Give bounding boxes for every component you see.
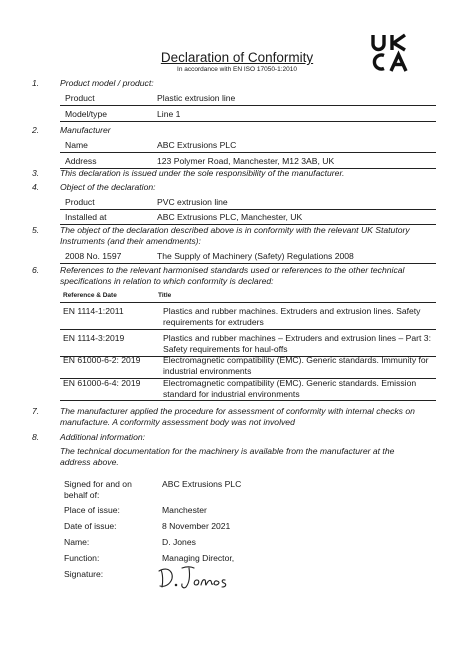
handwritten-signature	[155, 560, 235, 592]
row-divider	[60, 329, 436, 330]
installed-at-label: Installed at	[65, 212, 107, 222]
signed-on-behalf-value: ABC Extrusions PLC	[162, 479, 242, 489]
section-4-heading: Object of the declaration:	[60, 182, 156, 192]
ukca-mark-icon	[370, 33, 410, 73]
row-divider	[60, 152, 436, 153]
standard-reference: EN 1114-3:2019	[63, 333, 125, 343]
standard-reference: EN 61000-6-2: 2019	[63, 355, 141, 365]
page-title: Declaration of Conformity	[160, 50, 314, 65]
signatory-name-value: D. Jones	[162, 537, 196, 547]
model-label: Model/type	[65, 109, 108, 119]
date-of-issue-label: Date of issue:	[64, 521, 117, 531]
column-header-title: Title	[158, 292, 172, 299]
object-product-label: Product	[65, 197, 95, 207]
standard-title: Electromagnetic compatibility (EMC). Generic standards. Emission standard for industrial environments	[163, 378, 417, 399]
installed-at-value: ABC Extrusions PLC, Manchester, UK	[157, 212, 303, 222]
row-divider	[60, 209, 436, 210]
statutory-instrument-title: The Supply of Machinery (Safety) Regulations 2008	[157, 251, 354, 261]
section-3-number: 3.	[32, 168, 40, 178]
section-4-number: 4.	[32, 182, 40, 192]
section-1-number: 1.	[32, 78, 40, 88]
ukca-mark-logo	[370, 33, 410, 73]
section-7-number: 7.	[32, 406, 40, 416]
standard-title: Plastics and rubber machines – Extruders and extrusion lines – Part 3: Safety requirements for haul-offs	[163, 333, 431, 354]
section-2-heading: Manufacturer	[60, 125, 111, 135]
standard-title: Electromagnetic compatibility (EMC). Generic standards. Immunity for industrial environments	[163, 355, 429, 376]
standard-reference: EN 1114-1:2011	[63, 306, 124, 316]
standard-reference: EN 61000-6-4: 2019	[63, 378, 141, 388]
section-8-note: The technical documentation for the machinery is available from the manufacturer at the address above.	[60, 446, 395, 467]
section-8-heading: Additional information:	[60, 432, 146, 442]
product-value: Plastic extrusion line	[157, 93, 236, 103]
row-divider	[60, 105, 436, 106]
column-header-reference: Reference & Date	[63, 292, 117, 299]
section-7-text: The manufacturer applied the procedure for assessment of conformity with internal checks on manufacture. A conformity assessment body was not involved	[60, 406, 415, 427]
section-6-text: References to the relevant harmonised standards used or references to the other technical specifications in relation to which conformity is declared:	[60, 265, 405, 286]
place-of-issue-value: Manchester	[162, 505, 207, 515]
signatory-name-label: Name:	[64, 537, 90, 547]
date-of-issue-value: 8 November 2021	[162, 521, 231, 531]
manufacturer-address-value: 123 Polymer Road, Manchester, M12 3AB, UK	[157, 156, 335, 166]
manufacturer-address-label: Address	[65, 156, 97, 166]
model-value: Line 1	[157, 109, 181, 119]
signed-on-behalf-label: Signed for and on behalf of:	[64, 479, 132, 500]
place-of-issue-label: Place of issue:	[64, 505, 120, 515]
section-8-number: 8.	[32, 432, 40, 442]
section-6-number: 6.	[32, 265, 40, 275]
table-header-divider	[60, 302, 436, 303]
section-5-number: 5.	[32, 225, 40, 235]
row-divider	[60, 263, 436, 264]
product-label: Product	[65, 93, 95, 103]
section-2-number: 2.	[32, 125, 40, 135]
section-3-text: This declaration is issued under the sole responsibility of the manufacturer.	[60, 168, 345, 178]
function-value: Managing Director,	[162, 553, 235, 563]
row-divider	[60, 400, 436, 401]
standard-title: Plastics and rubber machines. Extruders and extrusion lines. Safety requirements for extruders	[163, 306, 421, 327]
row-divider	[60, 121, 436, 122]
function-label: Function:	[64, 553, 100, 563]
manufacturer-name-value: ABC Extrusions PLC	[157, 140, 237, 150]
statutory-instrument-number: 2008 No. 1597	[65, 251, 122, 261]
section-1-heading: Product model / product:	[60, 78, 154, 88]
manufacturer-name-label: Name	[65, 140, 88, 150]
section-5-text: The object of the declaration described above is in conformity with the relevant UK Statutory Instruments (and their amendments):	[60, 225, 410, 246]
signature-label: Signature:	[64, 569, 104, 579]
object-product-value: PVC extrusion line	[157, 197, 228, 207]
page-subtitle: In accordance with EN ISO 17050-1:2010	[177, 66, 297, 73]
